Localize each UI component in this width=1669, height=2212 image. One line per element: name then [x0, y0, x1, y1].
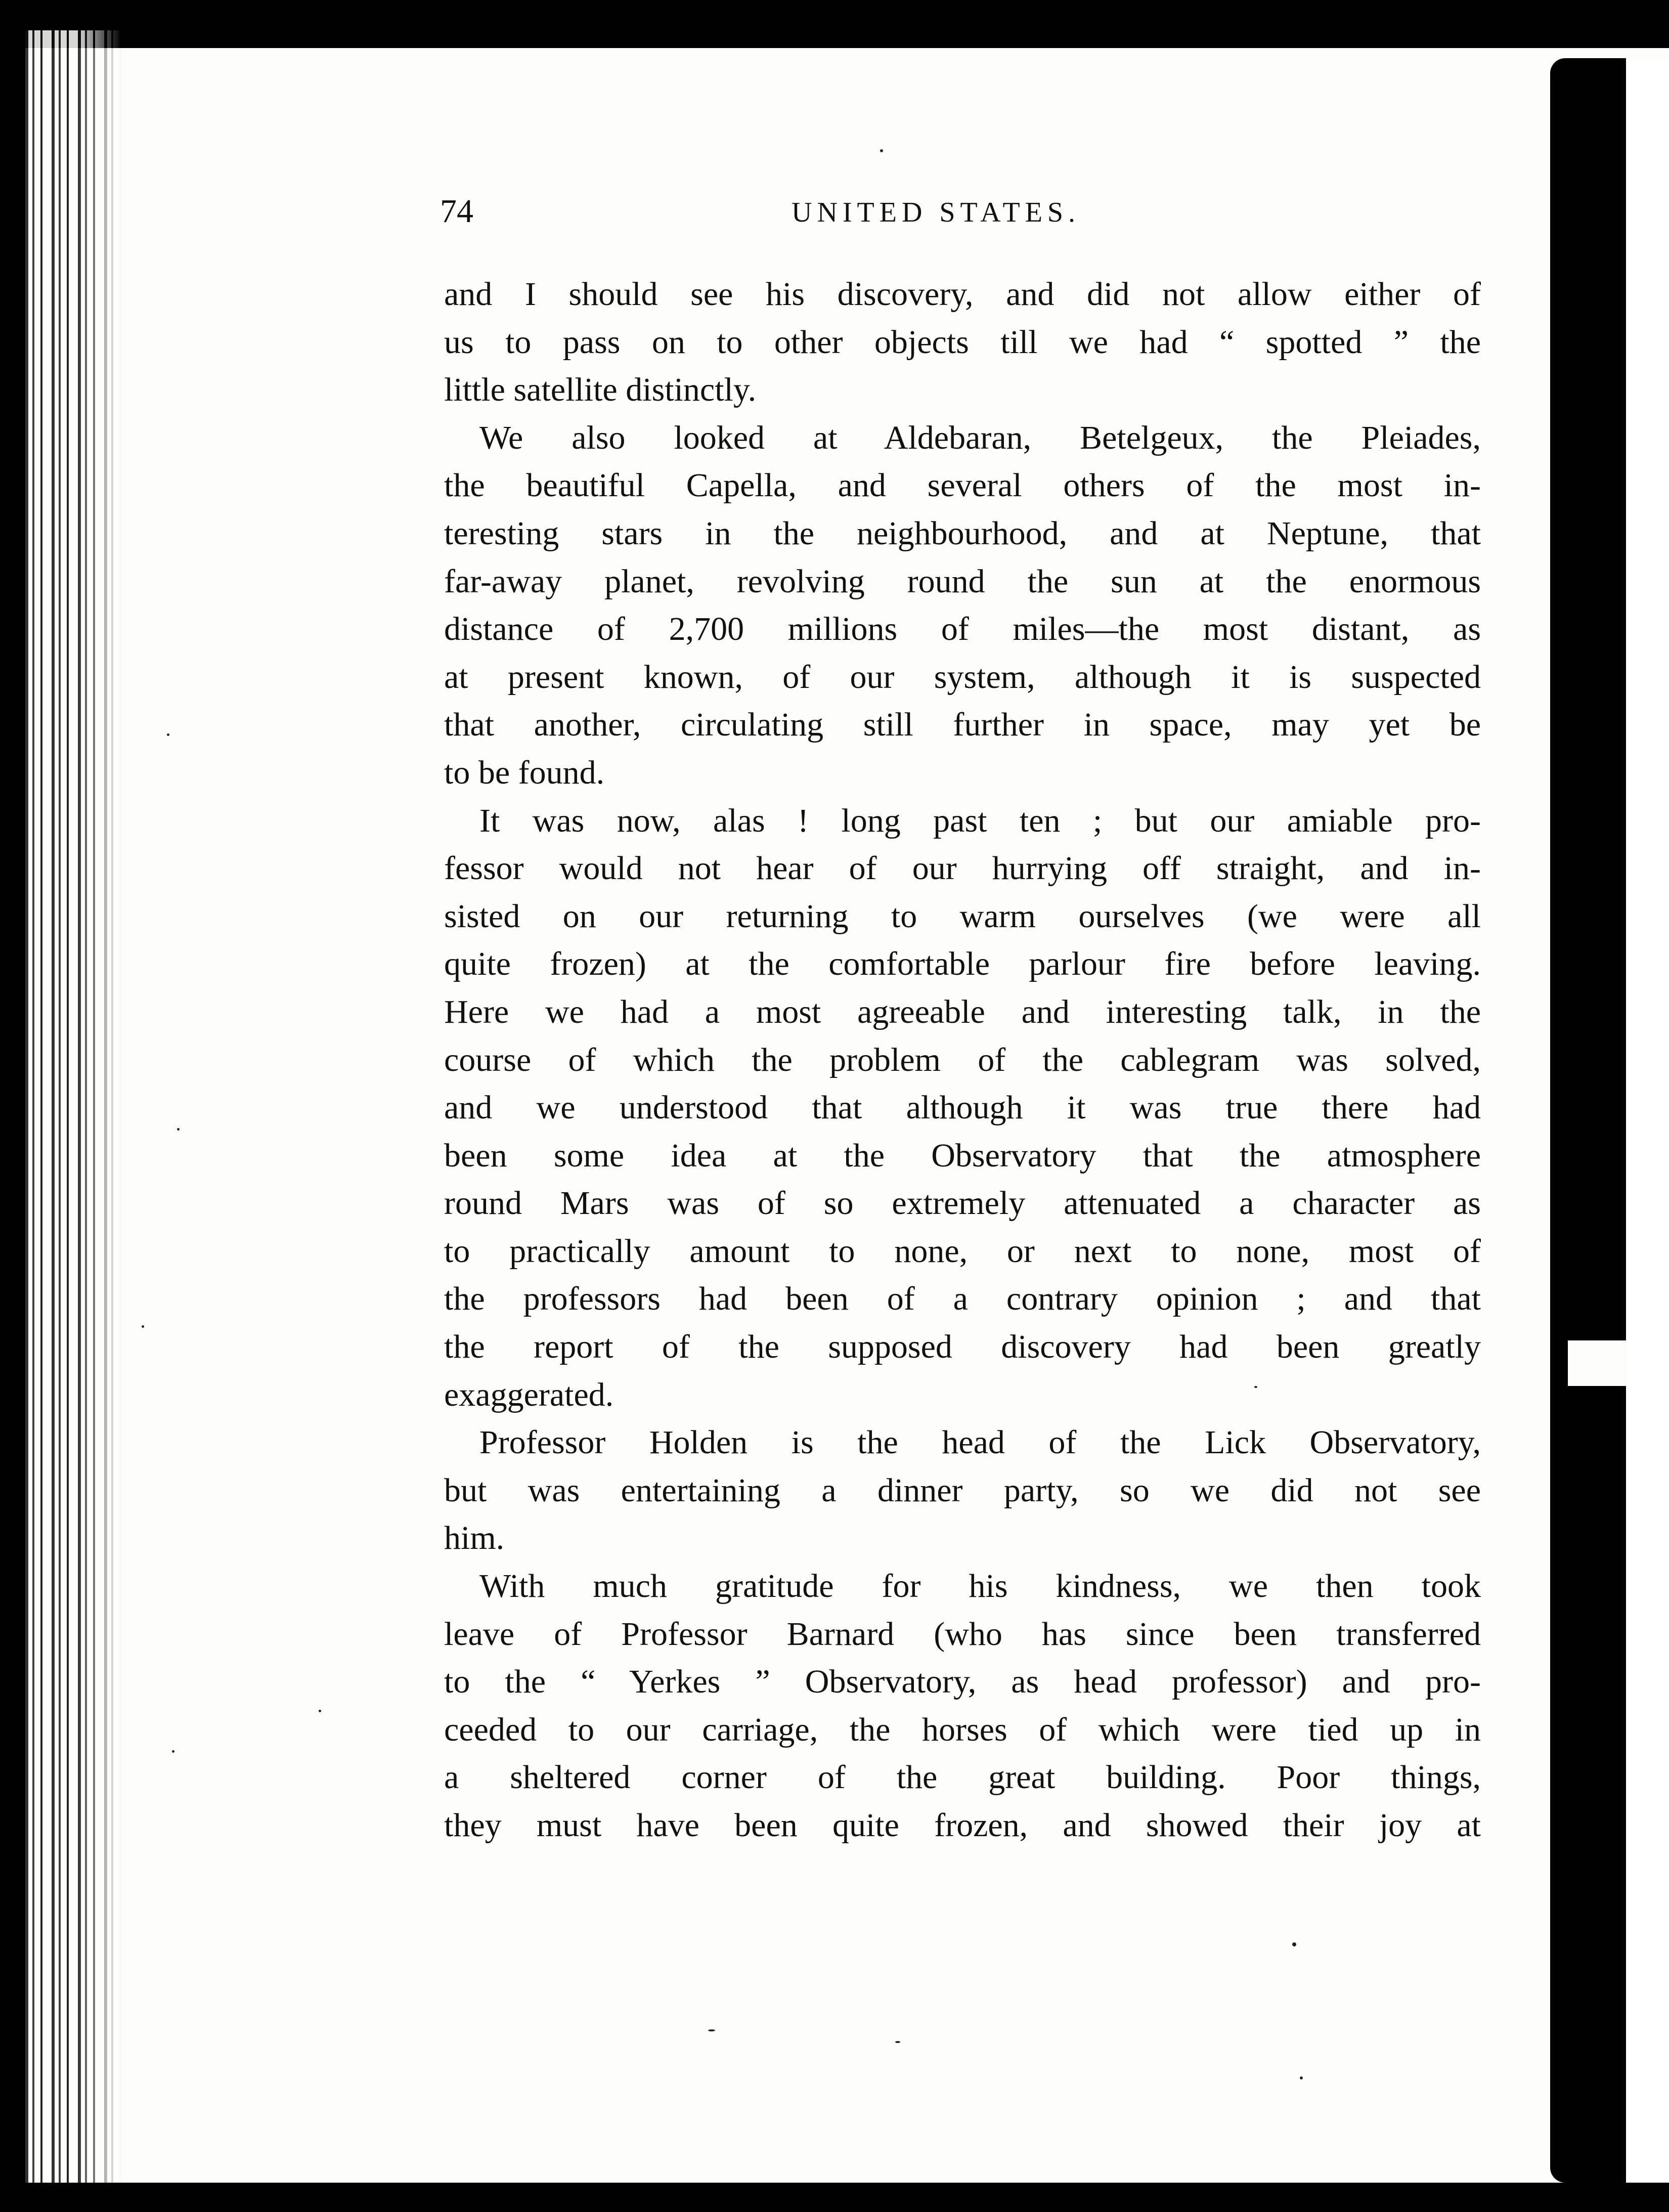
scan-speck	[895, 2041, 900, 2043]
scan-right-margin	[1626, 61, 1669, 2212]
text-line: and we understood that although it was true there had	[444, 1089, 1481, 1126]
text-line: Here we had a most agreeable and interesting talk, in the	[444, 993, 1481, 1030]
paragraph	[444, 797, 1481, 1419]
scan-speck	[1300, 2076, 1303, 2079]
text-line: and I should see his discovery, and did not allow either of	[444, 276, 1481, 313]
scan-left-edge	[0, 0, 25, 2212]
page-number: 74	[440, 193, 473, 230]
text-line: ceeded to our carriage, the horses of which were tied up in	[444, 1711, 1481, 1748]
paragraph	[444, 414, 1481, 797]
text-line: but was entertaining a dinner party, so we did not see	[444, 1471, 1481, 1509]
text-line: sisted on our returning to warm ourselves (we were all	[444, 897, 1481, 935]
text-line: With much gratitude for his kindness, we then took	[479, 1568, 1481, 1605]
scan-speck	[172, 1750, 174, 1753]
text-line: fessor would not hear of our hurrying off straight, and in-	[444, 850, 1481, 887]
text-line: distance of 2,700 millions of miles—the most distant, as	[444, 611, 1481, 648]
text-line: that another, circulating still further in space, may yet be	[444, 706, 1481, 744]
text-line: exaggerated.	[444, 1376, 614, 1413]
text-line: at present known, of our system, although it is suspected	[444, 658, 1481, 696]
scan-speck	[319, 1710, 321, 1712]
text-line: him.	[444, 1520, 505, 1557]
text-line: a sheltered corner of the great building. Poor things,	[444, 1759, 1481, 1796]
running-head: UNITED STATES.	[792, 197, 1081, 228]
text-line: us to pass on to other objects till we had “ spotted ” the	[444, 323, 1481, 361]
scan-speck	[880, 149, 883, 152]
text-line: course of which the problem of the cablegram was solved,	[444, 1041, 1481, 1078]
scan-speck	[177, 1128, 180, 1131]
text-line: round Mars was of so extremely attenuated a character as	[444, 1185, 1481, 1222]
text-line: the beautiful Capella, and several others of the most in-	[444, 467, 1481, 504]
text-line: We also looked at Aldebaran, Betelgeux, the Pleiades,	[479, 419, 1481, 456]
paragraph	[444, 1563, 1481, 1850]
scan-top-edge	[0, 0, 1669, 48]
scan-speck	[167, 733, 169, 736]
scan-bottom-edge	[0, 2183, 1669, 2212]
text-line: leave of Professor Barnard (who has since been transferred	[444, 1615, 1481, 1653]
text-line: the report of the supposed discovery had been greatly	[444, 1328, 1481, 1366]
paragraph	[444, 1419, 1481, 1563]
scan-speck	[142, 1325, 144, 1328]
scan-right-page-edge	[1550, 58, 1626, 2183]
paragraph	[444, 271, 1481, 414]
text-line: little satellite distinctly.	[444, 371, 757, 409]
text-line: Professor Holden is the head of the Lick Observatory,	[479, 1424, 1481, 1461]
text-line: It was now, alas ! long past ten ; but our amiable pro-	[479, 802, 1481, 839]
text-line: quite frozen) at the comfortable parlour fire before leaving.	[444, 945, 1481, 983]
book-binding-gutter	[25, 30, 121, 2185]
scan-speck	[1292, 1942, 1296, 1946]
text-line: been some idea at the Observatory that the atmosphere	[444, 1137, 1481, 1174]
text-line: the professors had been of a contrary opinion ; and that	[444, 1280, 1481, 1318]
text-line: to the “ Yerkes ” Observatory, as head professor) and pro-	[444, 1663, 1481, 1701]
scan-speck	[708, 2029, 715, 2031]
text-line: teresting stars in the neighbourhood, and at Neptune, that	[444, 514, 1481, 552]
text-line: they must have been quite frozen, and showed their joy at	[444, 1807, 1481, 1844]
page-header	[440, 191, 1482, 232]
text-line: to practically amount to none, or next to none, most of	[444, 1232, 1481, 1270]
scan-right-edge-gap	[1568, 1340, 1629, 1386]
text-line: far-away planet, revolving round the sun at the enormous	[444, 562, 1481, 600]
body-text	[444, 271, 1481, 1850]
text-line: to be found.	[444, 754, 605, 791]
